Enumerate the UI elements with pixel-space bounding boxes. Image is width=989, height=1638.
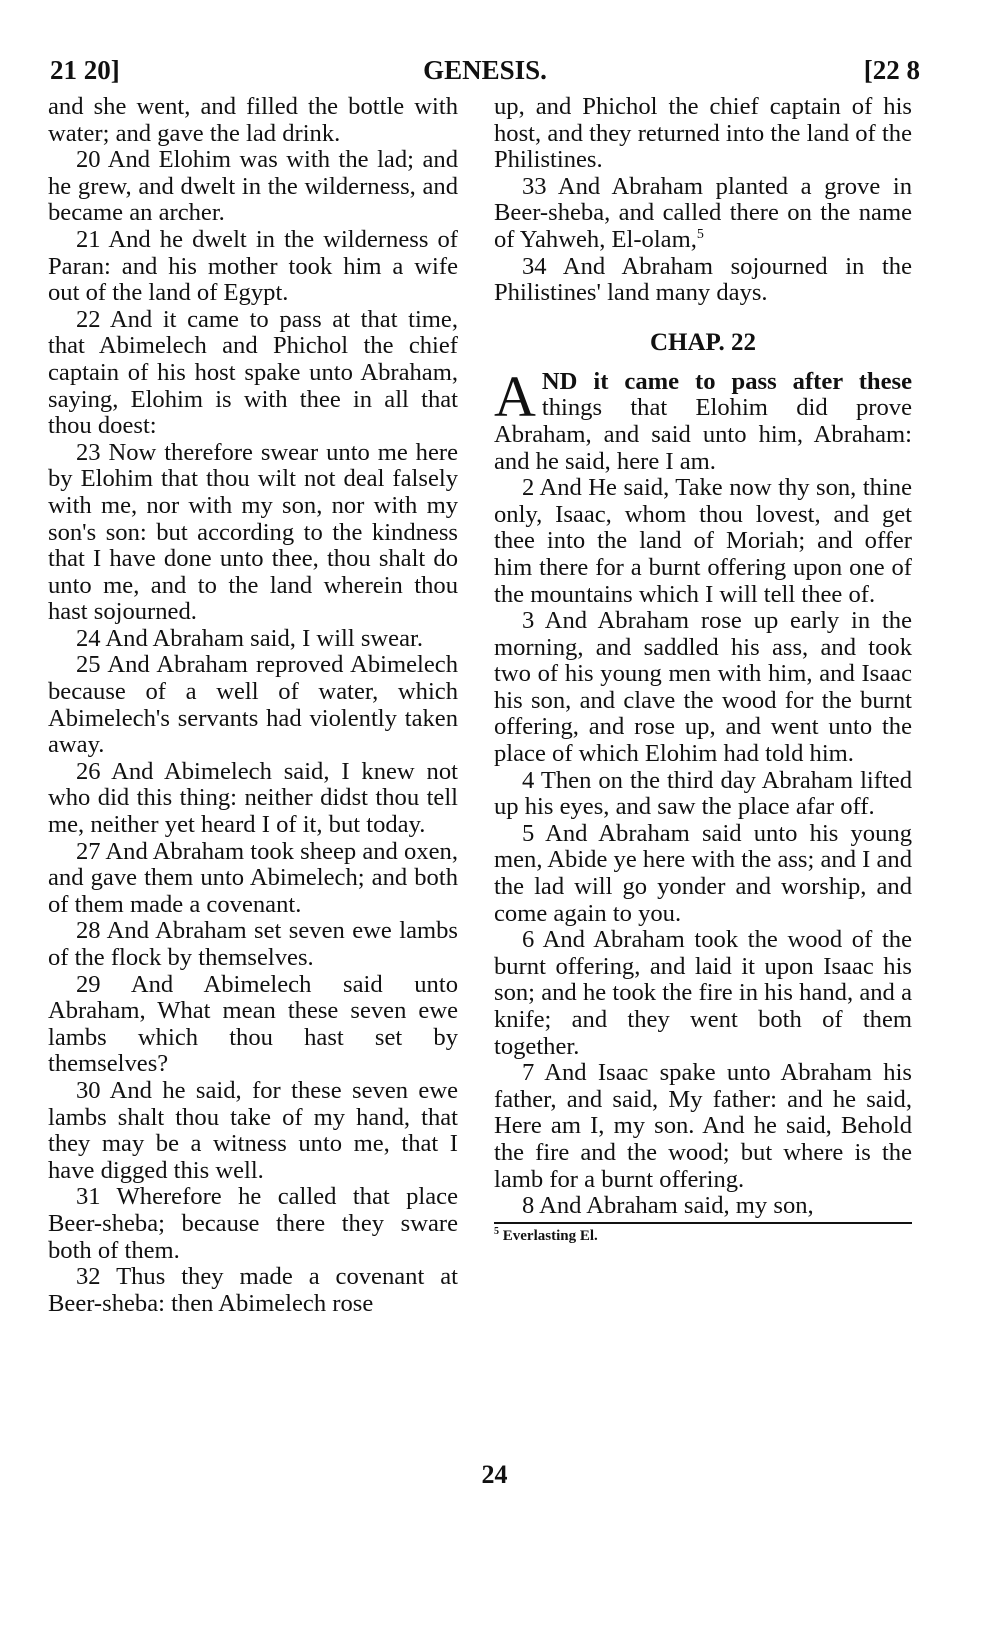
header-left-reference: 21 20] xyxy=(50,55,120,85)
page-title: GENESIS. xyxy=(423,55,547,85)
verse-continuation: and she went, and filled the bottle with water; and gave the lad drink. xyxy=(48,93,458,147)
drop-cap: A xyxy=(494,363,536,429)
left-column xyxy=(48,94,458,1317)
verse-33 xyxy=(494,174,912,254)
header-right-reference: [22 8 xyxy=(863,55,920,85)
verse-2: 2 And He said, Take now thy son, thine only, Isaac, whom thou lovest, and get thee into the land of Moriah; and offer him there for a burnt offering upon one of the mountains which I will tell thee of. xyxy=(494,474,912,608)
verse-31: 31 Wherefore he called that place Beer-sheba; because there they sware both of them. xyxy=(48,1183,458,1264)
footnote-marker: 5 xyxy=(494,1225,499,1237)
footnote-divider xyxy=(494,1222,912,1224)
verse-3: 3 And Abraham rose up early in the morning, and saddled his ass, and took two of his young men with him, and Isaac his son, and clave the wood for the burnt offering, and rose up, and went unto the place of which Elohim had told him. xyxy=(494,607,912,768)
footnote-reference: 5 xyxy=(696,226,704,242)
verse-33-text: 33 And Abraham planted a grove in Beer-sheba, and called there on the name of Yahweh, El-olam, xyxy=(494,172,912,253)
verse-27: 27 And Abraham took sheep and oxen, and gave them unto Abimelech; and both of them made a covenant. xyxy=(48,837,458,918)
verse-22: 22 And it came to pass at that time, that Abimelech and Phichol the chief captain of his host spake unto Abraham, saying, Elohim is with thee in all that thou doest: xyxy=(48,305,458,440)
chapter-heading: CHAP. 22 xyxy=(649,328,757,356)
page-number: 24 xyxy=(481,1460,508,1489)
verse-34: 34 And Abraham sojourned in the Philistines' land many days. xyxy=(494,252,912,307)
footnote-text: Everlasting El. xyxy=(502,1227,598,1244)
opening-bold-words: ND it came to pass after these xyxy=(541,367,912,395)
verse-6: 6 And Abraham took the wood of the burnt offering, and laid it upon Isaac his son; and he took the fire in his hand, and a knife; and they went both of them together. xyxy=(494,926,912,1060)
footnote xyxy=(494,1226,912,1246)
verse-5: 5 And Abraham said unto his young men, Abide ye here with the ass; and I and the lad will go yonder and worship, and come again to you. xyxy=(494,819,912,927)
opening-rest: things that Elohim did prove Abraham, and said unto him, Abraham: and he said, here I am. xyxy=(494,394,912,475)
running-header xyxy=(50,55,920,89)
verse-21: 21 And he dwelt in the wilderness of Paran: and his mother took him a wife out of the land of Egypt. xyxy=(48,225,458,307)
verse-32: 32 Thus they made a covenant at Beer-sheba: then Abimelech rose xyxy=(48,1263,458,1317)
verse-30: 30 And he said, for these seven ewe lambs shalt thou take of my hand, that they may be a witness unto me, that I have digged this well. xyxy=(48,1076,458,1184)
verse-29: 29 And Abimelech said unto Abraham, What mean these seven ewe lambs which thou hast set by themselves? xyxy=(48,970,458,1078)
right-column xyxy=(494,94,912,1246)
chapter-opening-verse xyxy=(494,363,912,475)
verse-23: 23 Now therefore swear unto me here by Elohim that thou wilt not deal falsely with me, nor with my son, nor with my son's son: but according to the kindness that I have done unto thee, thou shalt do unto me, and to the land wherein thou hast sojourned. xyxy=(48,438,458,626)
verse-32-continuation: up, and Phichol the chief captain of his host, and they returned into the land of the Philistines. xyxy=(494,93,912,174)
verse-7: 7 And Isaac spake unto Abraham his father, and said, My father: and he said, Here am I, my son. And he said, Behold the fire and the wood; but where is the lamb for a burnt offering. xyxy=(494,1059,912,1193)
verse-24: 24 And Abraham said, I will swear. xyxy=(76,624,423,652)
verse-20: 20 And Elohim was with the lad; and he grew, and dwelt in the wilderness, and became an archer. xyxy=(48,146,458,227)
verse-25: 25 And Abraham reproved Abimelech because of a well of water, which Abimelech's servants had violently taken away. xyxy=(48,651,458,759)
verse-8: 8 And Abraham said, my son, xyxy=(522,1192,814,1220)
verse-26: 26 And Abimelech said, I knew not who did this thing: neither didst thou tell me, neither yet heard I of it, but today. xyxy=(48,757,458,839)
verse-4: 4 Then on the third day Abraham lifted up his eyes, and saw the place afar off. xyxy=(494,766,912,821)
verse-28: 28 And Abraham set seven ewe lambs of the flock by themselves. xyxy=(48,917,458,971)
